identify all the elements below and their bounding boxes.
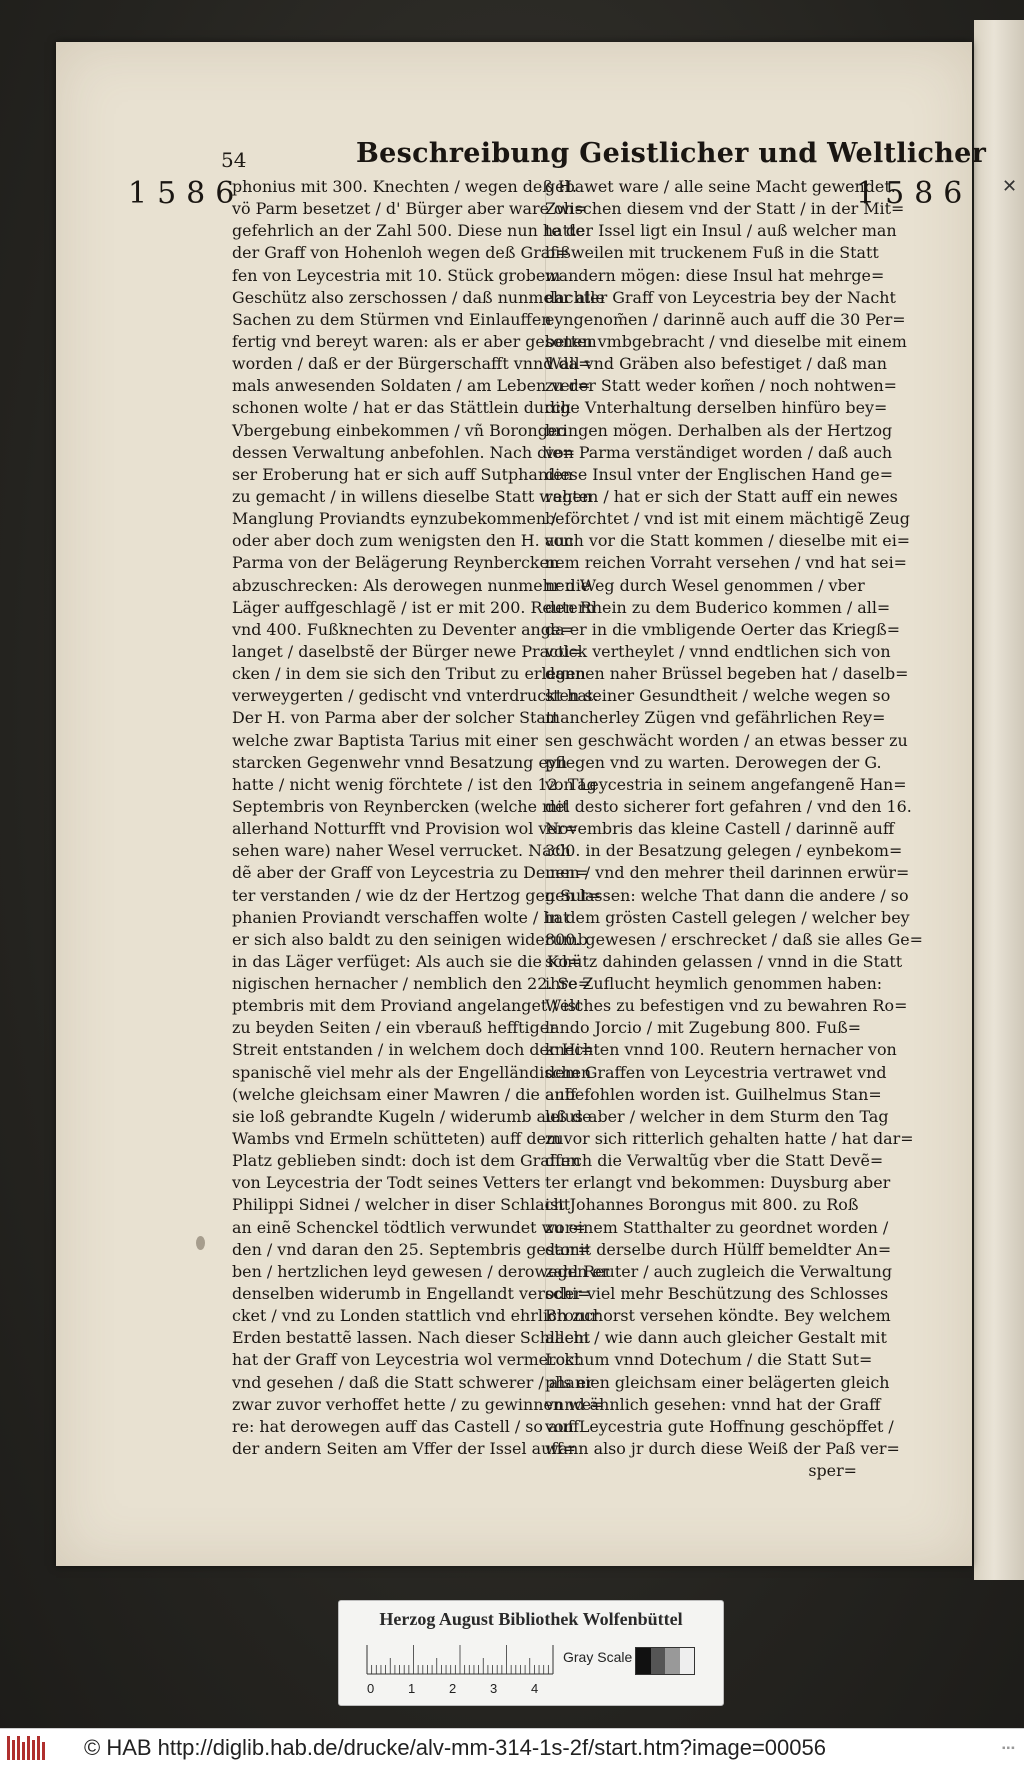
text-line: del desto sicherer fort gefahren / vnd den 16.: [545, 796, 912, 816]
text-line: sen geschwächt worden / an etwas besser zu: [545, 730, 908, 750]
text-line: Vbergebung einbekommen / vñ Borongeo: [232, 420, 567, 440]
text-line: mancherley Zügen vnd gefährlichen Rey=: [545, 708, 886, 728]
text-line: vnd gesehen / daß die Statt schwerer / als er: [232, 1372, 594, 1392]
text-line: phanien gleichsam einer belägerten gleich: [545, 1372, 890, 1392]
text-line: zu beyden Seiten / ein vberauß hefftiger: [232, 1018, 557, 1038]
text-line: oder viel mehr Beschützung des Schlosses: [545, 1284, 889, 1304]
text-line: 800. gewesen / erschrecket / daß sie alles Ge=: [545, 929, 923, 949]
text-line: Geschütz also zerschossen / daß nunmehr alle: [232, 287, 605, 307]
text-line: damit derselbe durch Hülff bemeldter An=: [545, 1239, 892, 1259]
text-line: (welche gleichsam einer Mawren / die auff: [232, 1084, 577, 1104]
text-line: oder aber doch zum wenigsten den H. von: [232, 531, 574, 551]
text-line: nen Weg durch Wesel genommen / vber: [545, 575, 865, 595]
text-line: anbefohlen worden ist. Guilhelmus Stan=: [545, 1084, 882, 1104]
text-line: 300. in der Besatzung gelegen / eynbekom=: [545, 841, 903, 861]
text-line: eyngenom̃en / darinnẽ auch auff die 30 Per=: [545, 309, 906, 329]
text-line: sehen ware) naher Wesel verrucket. Nach: [232, 841, 571, 861]
text-line: pflegen vnd zu warten. Derowegen der G.: [545, 752, 882, 772]
text-line: sten seiner Gesundtheit / welche wegen so: [545, 686, 891, 706]
text-line: dessen Verwaltung anbefohlen. Nach die=: [232, 442, 576, 462]
text-line: Novembris das kleine Castell / darinnẽ auff: [545, 819, 895, 839]
next-page-edge: [974, 20, 1024, 1580]
text-line: zwar zuvor verhoffet hette / zu gewinnen we=: [232, 1394, 605, 1414]
text-line: phonius mit 300. Knechten / wegen deß H.: [232, 177, 577, 196]
footer-bar: [0, 1728, 1024, 1767]
text-line: ist Johannes Borongus mit 800. zu Roß: [545, 1195, 859, 1215]
text-line: sper=: [808, 1461, 857, 1481]
ruler-number: 4: [531, 1681, 539, 1696]
text-line: nem reichen Vorraht versehen / vnd hat sei=: [545, 553, 907, 573]
text-line: Bronchorst versehen köndte. Bey welchem: [545, 1306, 891, 1326]
text-line: beförchtet / vnd ist mit einem mächtigẽ Zeug: [545, 509, 910, 529]
paper-stain: [196, 1236, 205, 1250]
gray-scale-swatch: [635, 1647, 695, 1675]
text-line: vnnd ähnlich gesehen: vnnd hat der Graff: [545, 1394, 881, 1414]
text-line: Welches zu befestigen vnd zu bewahren Ro=: [545, 996, 908, 1016]
text-line: der Graff von Hohenloh wegen deß Graf=: [232, 243, 570, 263]
text-line: Streit entstanden / in welchem doch der Hi=: [232, 1040, 594, 1060]
text-line: von Leycestria in seinem angefangenẽ Han=: [545, 774, 907, 794]
text-column-left: [232, 176, 610, 1460]
text-line: Philippi Sidnei / welcher in diser Schlacht: [232, 1195, 571, 1215]
text-line: ter erlangt vnd bekommen: Duysburg aber: [545, 1173, 891, 1193]
text-line: ter verstanden / wie dz der Hertzog gen Sut=: [232, 885, 601, 905]
text-line: ihre Zuflucht heymlich genommen haben:: [545, 974, 883, 994]
running-title: Beschreibung Geistlicher und Weltlicher: [356, 138, 987, 169]
text-line: zu einem Statthalter zu geordnet worden /: [545, 1217, 889, 1237]
text-line: in das Läger verfüget: Als auch sie die Ko=: [232, 951, 582, 971]
text-line: fertig vnd bereyt waren: als er aber gebetten: [232, 331, 597, 351]
text-line: langet / daselbstẽ der Bürger newe Practi=: [232, 641, 583, 661]
margin-year-right: 1586: [856, 176, 973, 211]
text-line: wann also jr durch diese Weiß der Paß ver=: [545, 1439, 900, 1459]
text-line: von Parma verständiget worden / daß auch: [545, 442, 893, 462]
text-line: den Rhein zu dem Buderico kommen / all=: [545, 597, 891, 617]
text-line: Der H. von Parma aber der solcher Statt: [232, 708, 559, 728]
ruler-number: 1: [408, 1681, 416, 1696]
text-line: re: hat derowegen auff das Castell / so auff: [232, 1416, 580, 1436]
text-line: hatte / nicht wenig förchtete / ist den 12. Tag: [232, 774, 597, 794]
text-line: zu der Statt weder kom̃en / noch nohtwen=: [545, 376, 897, 396]
text-line: cket / vnd zu Londen stattlich vnd ehrlich zur: [232, 1306, 599, 1326]
text-line: Platz geblieben sindt: doch ist dem Graffen: [232, 1151, 581, 1171]
edge-mark: ✕: [1002, 176, 1018, 197]
text-line: Erden bestattẽ lassen. Nach dieser Schlacht: [232, 1328, 591, 1348]
text-line: gefehrlich an der Zahl 500. Diese nun hatte: [232, 221, 585, 241]
text-line: allem / wie dann auch gleicher Gestalt mit: [545, 1328, 887, 1348]
gray-scale-label: Gray Scale: [563, 1649, 633, 1665]
text-line: Lochum vnnd Dotechum / die Statt Sut=: [545, 1350, 873, 1370]
text-line: dẽ aber der Graff von Leycestria zu Deuen=: [232, 863, 589, 883]
text-line: zahl Reuter / auch zugleich die Verwaltung: [545, 1261, 892, 1281]
text-line: wandern mögen: diese Insul hat mehrge=: [545, 265, 885, 285]
text-line: ptembris mit dem Proviand angelanget / ist: [232, 996, 583, 1016]
text-line: fen von Leycestria mit 10. Stück grobem: [232, 265, 561, 285]
text-line: welche zwar Baptista Tarius mit einer: [232, 730, 538, 750]
text-line: ser Eroberung hat er sich auff Sutphanien: [232, 464, 573, 484]
text-line: Sachen zu dem Stürmen vnd Einlauffen: [232, 309, 552, 329]
text-line: den / vnd daran den 25. Septembris gestor=: [232, 1239, 591, 1259]
footer-ellipsis-icon: ▪▪▪: [1002, 1743, 1016, 1754]
text-line: bißweilen mit truckenem Fuß in die Statt: [545, 243, 879, 263]
library-color-card: [338, 1600, 724, 1706]
text-line: rahten / hat er sich der Statt auff ein newes: [545, 486, 898, 506]
text-line: vnd 400. Fußknechten zu Deventer ange=: [232, 619, 574, 639]
text-line: leius aber / welcher in dem Sturm den Tag: [545, 1106, 889, 1126]
text-line: volck vertheylet / vnnd endtlichen sich von: [545, 641, 891, 661]
text-line: abzuschrecken: Als derowegen nunmehr die: [232, 575, 591, 595]
text-line: da er in die vmbligende Oerter das Kriegß=: [545, 619, 901, 639]
text-line: men / vnd den mehrer theil darinnen erwür=: [545, 863, 910, 883]
text-line: bringen mögen. Derhalben als der Hertzog: [545, 420, 893, 440]
text-line: starcken Gegenwehr vnnd Besatzung eyn: [232, 752, 568, 772]
text-line: dannen naher Brüssel begeben hat / daselb=: [545, 664, 909, 684]
library-name: Herzog August Bibliothek Wolfenbüttel: [379, 1609, 683, 1629]
ruler-number: 0: [367, 1681, 375, 1696]
text-line: Läger auffgeschlagẽ / ist er mit 200. Reutern: [232, 597, 596, 617]
text-line: verweygerten / gedischt vnd vnterdruckt hat.: [232, 686, 599, 706]
text-line: zu gemacht / in willens dieselbe Statt wegen: [232, 486, 593, 506]
text-line: Wambs vnd Ermeln schütteten) auff dem: [232, 1129, 562, 1149]
text-line: gen lassen: welche That dann die andere / so: [545, 885, 909, 905]
text-line: von Leycestria der Todt seines Vetters: [232, 1173, 541, 1193]
text-line: knechten vnnd 100. Reutern hernacher von: [545, 1040, 897, 1060]
text-line: sie loß gebrandte Kugeln / widerumb auß de: [232, 1106, 592, 1126]
text-line: an einẽ Schenckel tödtlich verwundet wor=: [232, 1217, 586, 1237]
text-line: worden / daß er der Bürgerschafft vnnd da=: [232, 354, 592, 374]
copyright-url: © HAB http://diglib.hab.de/drucke/alv-mm-314-1s-2f/start.htm?image=00056: [84, 1735, 826, 1760]
text-line: phanien Proviandt verschaffen wolte / hat: [232, 907, 570, 927]
text-line: Septembris von Reynbercken (welche mit: [232, 796, 569, 816]
text-line: Parma von der Belägerung Reynbercken: [232, 553, 560, 573]
text-line: spanischẽ viel mehr als der Engelländischen: [232, 1062, 592, 1082]
text-line: dem Graffen von Leycestria vertrawet vnd: [545, 1062, 887, 1082]
margin-year-left: 1586: [128, 176, 245, 211]
text-line: auch vor die Statt kommen / dieselbe mit ei=: [545, 531, 911, 551]
text-line: cken / in dem sie sich den Tribut zu erlegen: [232, 664, 586, 684]
ruler-number: 2: [449, 1681, 457, 1696]
text-line: dachter Graff von Leycestria bey der Nacht: [545, 287, 896, 307]
page-number: 54: [221, 148, 247, 172]
ruler-number: 3: [490, 1681, 498, 1696]
text-line: zuvor sich ritterlich gehalten hatte / hat dar=: [545, 1129, 914, 1149]
text-line: der andern Seiten am Vffer der Issel auff=: [232, 1439, 576, 1459]
text-line: von Leycestria gute Hoffnung geschöpffet /: [545, 1416, 894, 1436]
ruler-scale: [367, 1645, 553, 1675]
text-line: allerhand Notturfft vnd Provision wol ver=: [232, 819, 578, 839]
text-line: dige Vnterhaltung derselben hinfüro bey=: [545, 398, 888, 418]
text-line: Zwischen diesem vnd der Statt / in der Mit=: [545, 199, 905, 219]
text-line: te der Issel ligt ein Insul / auß welcher man: [545, 221, 897, 241]
text-line: in dem grösten Castell gelegen / welcher bey: [545, 907, 910, 927]
text-line: durch die Verwaltũg vber die Statt Devẽ=: [545, 1151, 884, 1171]
text-line: lando Jorcio / mit Zugebung 800. Fuß=: [545, 1018, 862, 1038]
text-line: diese Insul vnter der Englischen Hand ge=: [545, 464, 894, 484]
text-line: ben / hertzlichen leyd gewesen / derowegen er: [232, 1261, 610, 1281]
text-line: hat der Graff von Leycestria wol vermerckt: [232, 1350, 581, 1370]
text-line: sonen vmbgebracht / vnd dieselbe mit einem: [545, 331, 907, 351]
text-line: mals anwesenden Soldaten / am Leben ver=: [232, 376, 591, 396]
text-line: Wall vnd Gräben also befestiget / daß man: [545, 354, 888, 374]
text-line: gebawet ware / alle seine Macht gewendet.: [545, 177, 896, 196]
text-line: denselben widerumb in Engellandt verschi=: [232, 1284, 591, 1304]
text-line: schütz dahinden gelassen / vnnd in die Statt: [545, 951, 903, 971]
hab-logo-icon: [6, 1734, 48, 1762]
text-line: Manglung Proviandts eynzubekommen /: [232, 509, 557, 529]
text-line: vö Parm besetzet / d' Bürger aber ware oh=: [232, 199, 588, 219]
text-line: er sich also baldt zu den seinigen widerumb: [232, 929, 588, 949]
text-line: schonen wolte / hat er das Stättlein durch: [232, 398, 571, 418]
text-line: nigischen hernacher / nemblich den 22. Se=: [232, 974, 592, 994]
